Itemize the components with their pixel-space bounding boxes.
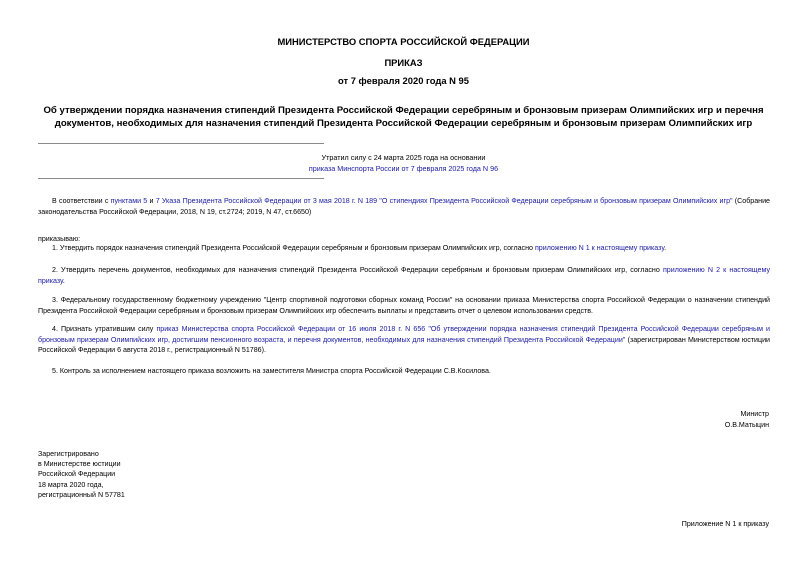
preamble-text: В соответствии с — [52, 197, 111, 205]
item-5: 5. Контроль за исполнением настоящего приказа возложить на заместителя Министра спорта Российской Федерации С.В.Косилова. — [52, 367, 491, 375]
order-word: приказываю: — [38, 235, 81, 243]
repeal-order-link[interactable]: приказа Минспорта России от 7 февраля 2025 года N 96 — [308, 164, 499, 173]
item-2 — [38, 265, 770, 286]
item-4 — [38, 324, 770, 356]
divider-top — [38, 143, 324, 144]
item-1-text: 1. Утвердить порядок назначения стипендий Президента Российской Федерации серебряным и бронзовым призерам Олимпийских игр, согласно — [52, 244, 535, 252]
item-4-text: 4. Признать утратившим силу — [52, 325, 157, 333]
registration-block — [38, 449, 125, 500]
document-subject: Об утверждении порядка назначения стипендий Президента Российской Федерации серебряным и бронзовым призерам Олимпийских игр и перечня документов, необходимых для назначения стипендий Президента Российской Федерации серебряным и бронзовым призерам Олимпийских игр — [43, 105, 764, 129]
appendix-2-link[interactable]: приложению N 2 к настоящему приказу — [38, 266, 770, 285]
appendix-1-link[interactable]: приложению N 1 к настоящему приказу — [534, 244, 665, 252]
decree-points-link[interactable]: пунктами 5 — [110, 197, 148, 205]
item-2-text: 2. Утвердить перечень документов, необходимых для назначения стипендий Президента Российской Федерации серебряным и бронзовым призерам Олимпийских игр, согласно — [52, 266, 663, 274]
item-4-end: (зарегистрирован Министерством юстиции Российской Федерации 6 августа 2018 г., регистрационный N 51786). — [38, 335, 770, 355]
signature-title: Министр — [740, 410, 769, 418]
registration-line-1: Зарегистрировано — [38, 450, 99, 458]
item-1-end: . — [664, 244, 667, 252]
signature-block — [725, 409, 769, 430]
registration-line-2: в Министерстве юстиции — [38, 460, 121, 469]
repeal-note — [0, 152, 807, 174]
registration-line-3: Российской Федерации — [38, 470, 116, 479]
item-2-end: . — [62, 276, 65, 285]
repeal-note-text: Утратил силу с 24 марта 2025 года на основании — [321, 153, 486, 162]
document-type: ПРИКАЗ — [384, 57, 423, 68]
registration-line-4: 18 марта 2020 года, — [38, 480, 104, 489]
preamble-text-and: и — [147, 197, 156, 205]
preamble — [38, 196, 770, 217]
item-1 — [38, 243, 770, 254]
appendix-label: Приложение N 1 к приказу — [681, 520, 769, 528]
signature-name: О.В.Матыцин — [724, 420, 769, 429]
ministry-title: МИНИСТЕРСТВО СПОРТА РОССИЙСКОЙ ФЕДЕРАЦИИ — [277, 36, 530, 47]
decree-link[interactable]: 7 Указа Президента Российской Федерации от 3 мая 2018 г. N 189 "О стипендиях Президента Российской Федерации серебряным и бронзовым призерам Олимпийских игр" — [155, 197, 733, 205]
divider-bottom — [38, 178, 324, 179]
preamble-source: (Собрание законодательства Российской Федерации, 2018, N 19, ст.2724; 2019, N 47, ст.6650) — [38, 197, 771, 216]
document-date: от 7 февраля 2020 года N 95 — [338, 75, 469, 86]
registration-line-5: регистрационный N 57781 — [38, 490, 125, 499]
item-3: 3. Федеральному государственному бюджетному учреждению "Центр спортивной подготовки сборных команд России" на основании приказа Министерства спорта Российской Федерации о назначении стипендий Президента Российской Федерации серебряным и бронзовым призерам Олимпийских игр обеспечить выплаты и представить отчет о целевом использовании средств. — [38, 296, 770, 315]
repealed-order-link[interactable]: приказ Министерства спорта Российской Федерации от 16 июля 2018 г. N 656 "Об утверждении порядка назначения стипендий Президента Российской Федерации серебряным и бронзовым призерам Олимпийских игр, достигшим пенсионного возраста, и перечня документов, необходимых для назначения стипендий Президента Российской Федерации" — [38, 325, 771, 344]
